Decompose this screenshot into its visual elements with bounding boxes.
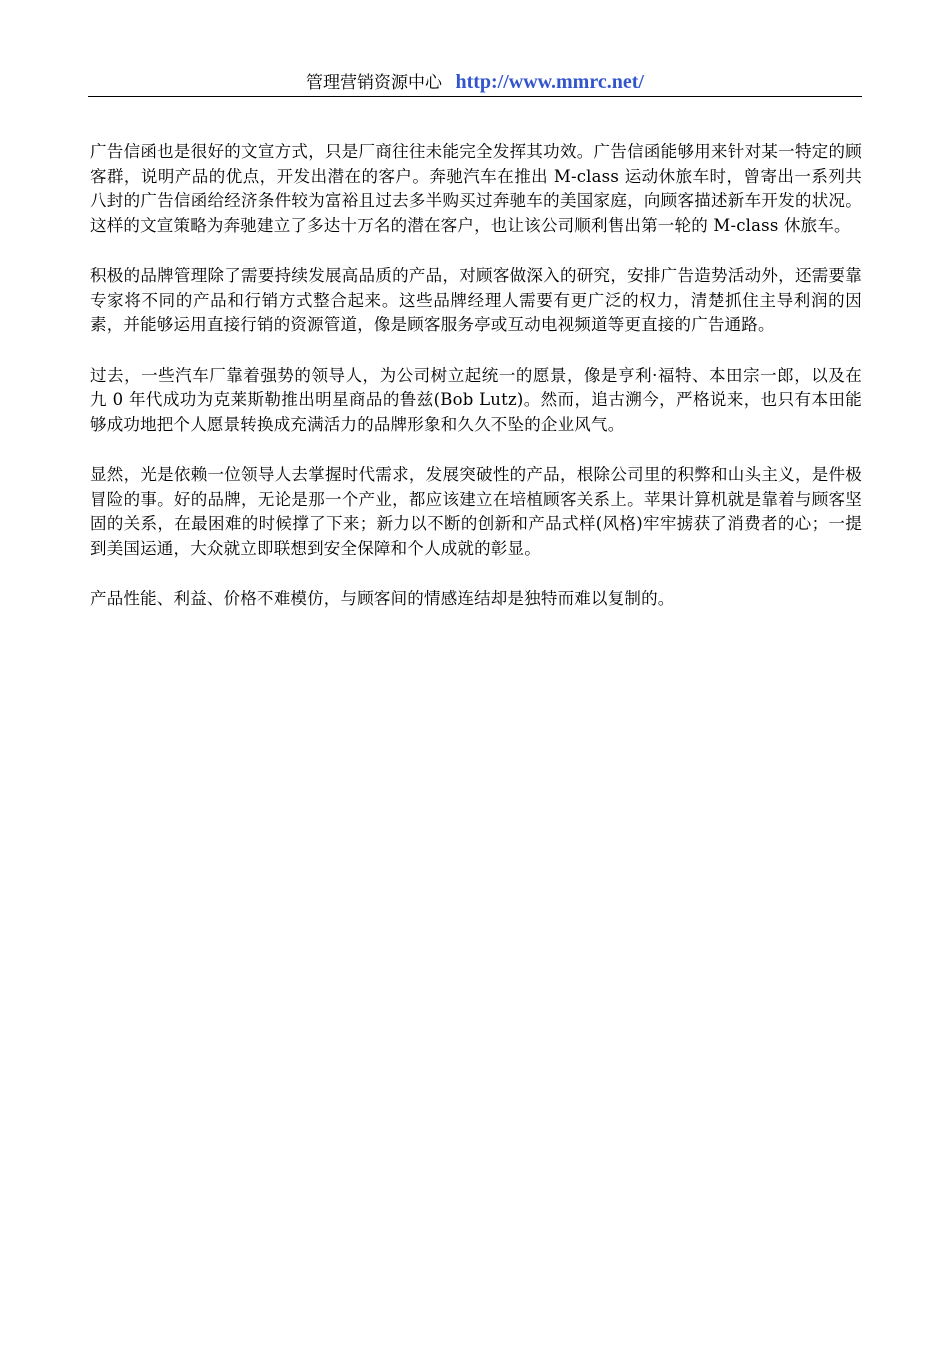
paragraph-5: 产品性能、利益、价格不难模仿，与顾客间的情感连结却是独特而难以复制的。 xyxy=(90,589,675,608)
paragraph-2: 积极的品牌管理除了需要持续发展高品质的产品，对顾客做深入的研究，安排广告造势活动外，还需要靠专家将不同的产品和行销方式整合起来。这些品牌经理人需要有更广泛的权力，清楚抓住主导利润的因素，并能够运用直接行销的资源管道，像是顾客服务亭或互动电视频道等更直接的广告通路。 xyxy=(90,266,862,334)
header-divider xyxy=(88,96,862,97)
paragraph-4: 显然，光是依赖一位领导人去掌握时代需求，发展突破性的产品，根除公司里的积弊和山头主义，是件极冒险的事。好的品牌，无论是那一个产业，都应该建立在培植顾客关系上。苹果计算机就是靠着与顾客坚固的关系，在最困难的时候撑了下来；新力以不断的创新和产品式样(风格)牢牢掳获了消费者的心；一提到美国运通，大众就立即联想到安全保障和个人成就的彰显。 xyxy=(90,465,862,558)
paragraph-1: 广告信函也是很好的文宣方式，只是厂商往往未能完全发挥其功效。广告信函能够用来针对某一特定的顾客群，说明产品的优点，开发出潜在的客户。奔驰汽车在推出 M-class 运动休旅车时，曾寄出一系列共八封的广告信函给经济条件较为富裕且过去多半购买过奔驰车的美国家庭，向顾客描述新车开发的状况。这样的文宣策略为奔驰建立了多达十万名的潜在客户，也让该公司顺利售出第一轮的 M-class 休旅车。 xyxy=(90,142,862,235)
document-body xyxy=(90,140,862,638)
header-title: 管理营销资源中心 xyxy=(306,73,443,93)
page-header xyxy=(88,68,862,96)
paragraph-3: 过去，一些汽车厂靠着强势的领导人，为公司树立起统一的愿景，像是亨利·福特、本田宗一郎，以及在九 0 年代成功为克莱斯勒推出明星商品的鲁兹(Bob Lutz)。然而，追古溯今，严格说来，也只有本田能够成功地把个人愿景转换成充满活力的品牌形象和久久不坠的企业风气。 xyxy=(90,365,862,434)
header-url-link[interactable]: http://www.mmrc.net/ xyxy=(455,71,644,93)
